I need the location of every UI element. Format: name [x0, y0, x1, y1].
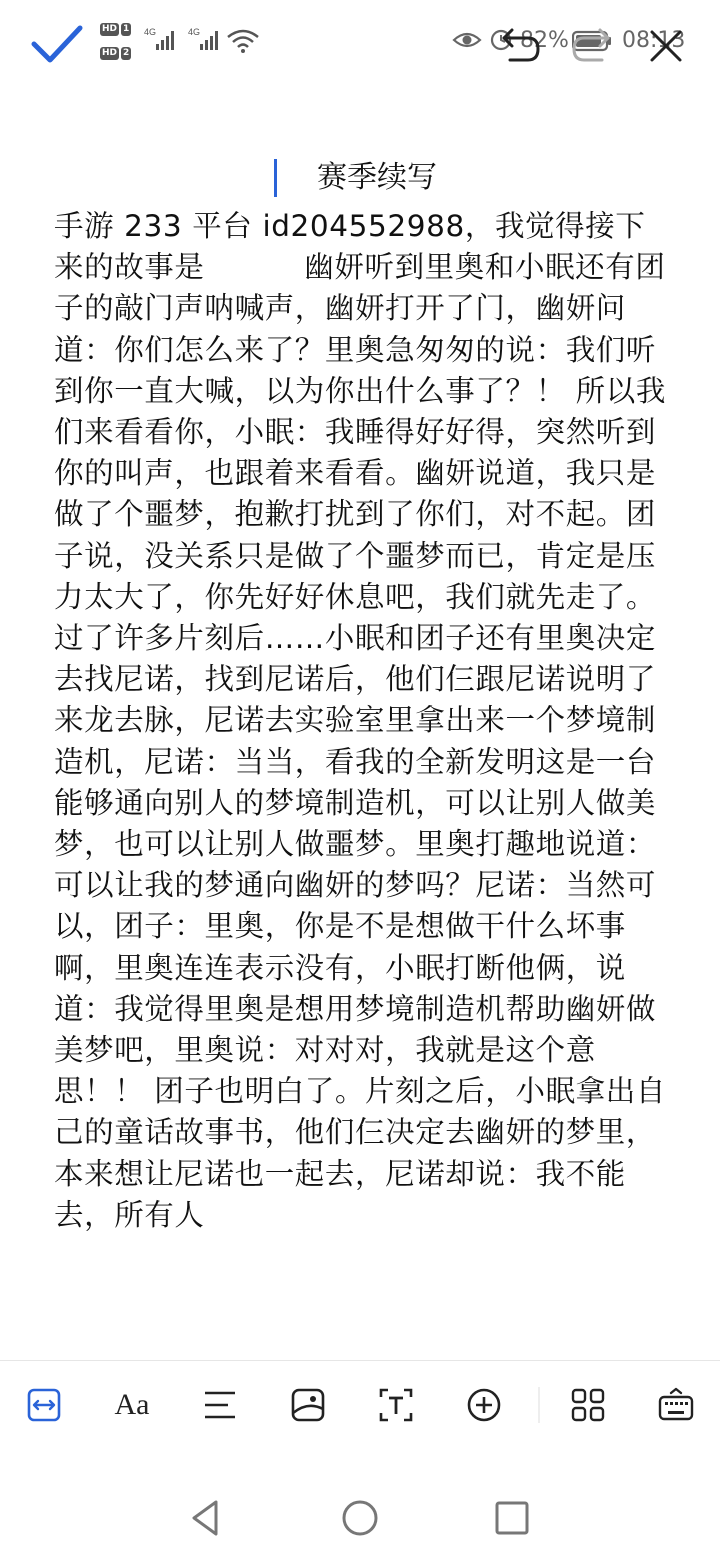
text-box-icon[interactable] [376, 1385, 416, 1425]
hd2-badge [100, 46, 134, 61]
document-body[interactable]: 手游 233 平台 id204552988，我觉得接下来的故事是 幽妍听到里奥和小眠还有团子的敲门声呐喊声，幽妍打开了门，幽妍问道：你们怎么来了？里奥急匆匆的说：我们听到你一直大喊，以为你出什么事了？！ 所以我们来看看你，小眠：我睡得好好得，突然听到你的叫声，也跟着来看看。幽妍说道，我只是做了个噩梦，抱歉打扰到了你们，对不起。团子说，没关系只是做了个噩梦而已，肯定是压力太大了，你先好好休息吧，我们就先走了。过了许多片刻后……小眠和团子还有里奥决定去找尼诺，找到尼诺后，他们仨跟尼诺说明了来龙去脉，尼诺去实验室里拿出来一个梦境制造机，尼诺：当当，看我的全新发明这是一台能够通向别人的梦境制造机，可以让别人做美梦，也可以让别人做噩梦。里奥打趣地说道：可以让我的梦通向幽妍的梦吗？尼诺：当然可以，团子：里奥，你是不是想做干什么坏事啊，里奥连连表示没有，小眠打断他俩，说道：我觉得里奥是想用梦境制造机帮助幽妍做美梦吧，里奥说：对对对，我就是这个意思！！ 团子也明白了。片刻之后，小眠拿出自己的童话故事书，他们仨决定去幽妍的梦里，本来想让尼诺也一起去，尼诺却说：我不能去，所有人 [54, 209, 666, 1232]
hd2-number: 2 [123, 48, 130, 58]
fit-width-icon[interactable] [24, 1385, 64, 1425]
status-right [452, 24, 720, 64]
recents-icon[interactable] [492, 1498, 532, 1538]
insert-icon[interactable] [464, 1385, 504, 1425]
navigation-bar [0, 1470, 720, 1560]
signal2-label: 4G [188, 27, 201, 37]
hd1-label: HD [102, 24, 118, 34]
close-icon[interactable] [648, 28, 684, 64]
redo-icon[interactable] [570, 24, 614, 64]
paragraph-icon[interactable] [200, 1385, 240, 1425]
eye-icon [452, 28, 482, 52]
undo-icon[interactable] [498, 24, 542, 64]
text-cursor [274, 159, 277, 197]
signal1-label: 4G [144, 27, 157, 37]
battery-percent: 82% [520, 28, 569, 53]
document-title: 赛季续写 [317, 160, 437, 195]
text-style-label: Aa [114, 1388, 150, 1421]
document-area[interactable] [54, 152, 674, 1360]
signal-icon [144, 26, 184, 52]
format-toolbar [0, 1361, 720, 1451]
top-bar [0, 0, 720, 90]
back-icon[interactable] [186, 1498, 226, 1538]
document-title-line[interactable] [54, 152, 674, 204]
toolbar-separator [538, 1387, 540, 1423]
wifi-icon [226, 28, 260, 54]
hd1-badge [100, 22, 134, 37]
clock: 08:13 [622, 28, 686, 53]
text-style-icon[interactable] [112, 1385, 152, 1425]
signal-icon [188, 26, 228, 52]
keyboard-icon[interactable] [656, 1385, 696, 1425]
hd2-label: HD [102, 48, 118, 58]
hd1-number: 1 [123, 24, 130, 34]
more-icon[interactable] [568, 1385, 608, 1425]
home-icon[interactable] [340, 1498, 380, 1538]
check-icon[interactable] [30, 22, 84, 68]
image-icon[interactable] [288, 1385, 328, 1425]
